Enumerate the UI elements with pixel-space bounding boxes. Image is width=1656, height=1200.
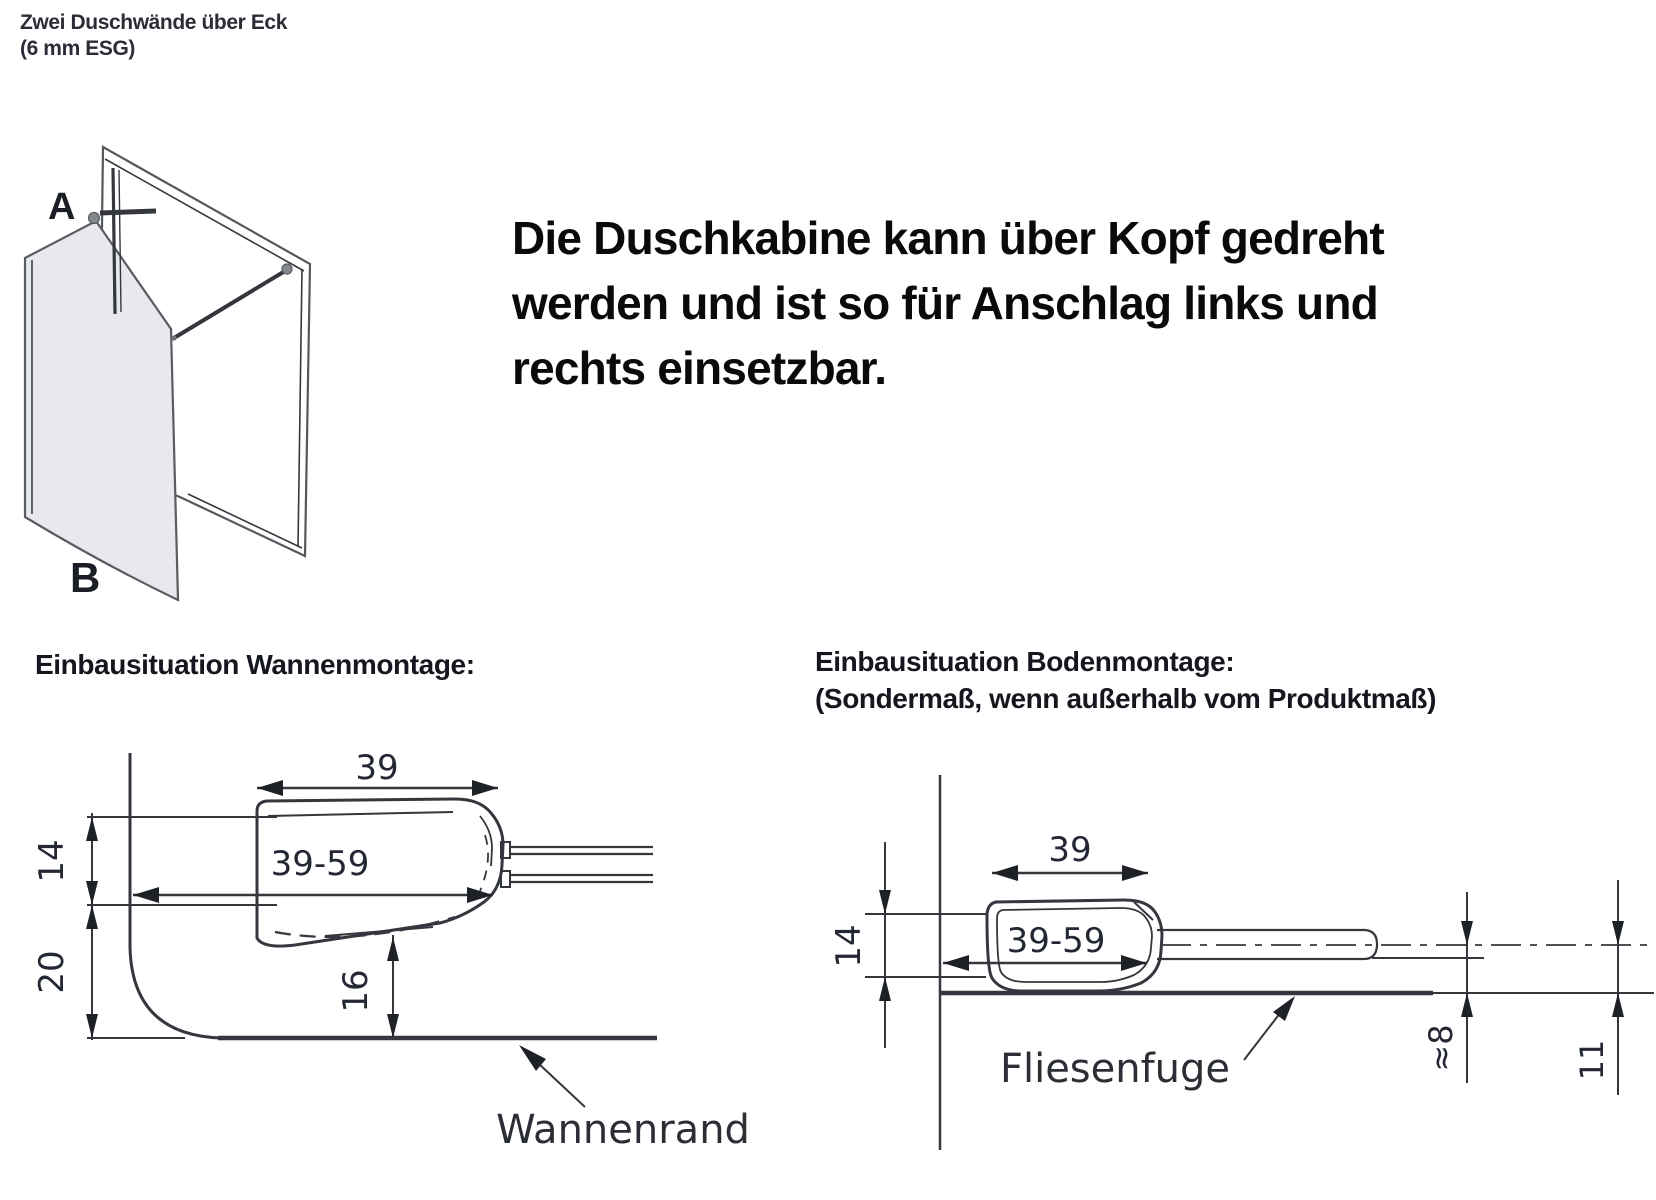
dim-14-label: 14 <box>829 924 869 968</box>
intro-line-2: werden und ist so für Anschlag links und <box>512 277 1378 329</box>
page-title <box>20 10 287 62</box>
glass-panel <box>1157 930 1652 959</box>
dim-39-59-label: 39-59 <box>270 844 370 884</box>
corner-shower-3d-sketch <box>8 118 348 628</box>
floor-mount-drawing <box>816 730 1656 1170</box>
glass-panel-lines <box>510 847 653 882</box>
bracket-ball-joint <box>89 213 100 224</box>
dim-16 <box>336 935 399 1038</box>
intro-line-1: Die Duschkabine kann über Kopf gedreht <box>512 212 1384 264</box>
dim-20-label: 20 <box>32 950 72 994</box>
tub-mount-drawing <box>25 695 750 1160</box>
intro-line-3: rechts einsetzbar. <box>512 342 887 394</box>
panel-b-label: B <box>70 554 101 601</box>
floor-mount-heading <box>815 643 1436 717</box>
floor-mount-heading-line2: (Sondermaß, wenn außerhalb vom Produktmaß) <box>815 683 1437 714</box>
tile-joint-callout <box>1000 996 1295 1092</box>
dim-39-label: 39 <box>1048 830 1092 870</box>
dim-14-label: 14 <box>32 839 72 883</box>
panel-a-label: A <box>48 186 76 228</box>
tile-joint-label: Fliesenfuge <box>999 1046 1231 1092</box>
intro-text <box>512 206 1472 401</box>
dim-11-label: 11 <box>1573 1039 1611 1081</box>
tub-edge-label: Wannenrand <box>496 1107 750 1153</box>
dim-39 <box>992 830 1148 881</box>
dim-14 <box>829 842 891 1048</box>
dim-39-label: 39 <box>355 748 399 788</box>
page-title-line2: (6 mm ESG) <box>20 37 136 60</box>
dim-14-20 <box>32 813 98 1040</box>
dim-11 <box>1573 880 1624 1095</box>
witness-lines <box>87 817 277 1038</box>
stabilizer-ball-joint <box>282 264 292 274</box>
tub-edge-callout <box>496 1045 750 1153</box>
dim-39-59-label: 39-59 <box>1006 921 1106 961</box>
page-title-line1: Zwei Duschwände über Eck <box>20 11 287 34</box>
dim-39 <box>257 748 498 796</box>
floor-mount-heading-line1: Einbausituation Bodenmontage: <box>815 646 1235 677</box>
dim-8-label: ≈8 <box>1422 1024 1460 1072</box>
dim-8 <box>1422 892 1473 1083</box>
stabilizer-end-dot <box>171 335 176 340</box>
tub-mount-heading: Einbausituation Wannenmontage: <box>35 649 475 680</box>
dim-39-59 <box>943 921 1147 971</box>
dim-39-59 <box>133 844 493 903</box>
dim-16-label: 16 <box>336 969 376 1013</box>
